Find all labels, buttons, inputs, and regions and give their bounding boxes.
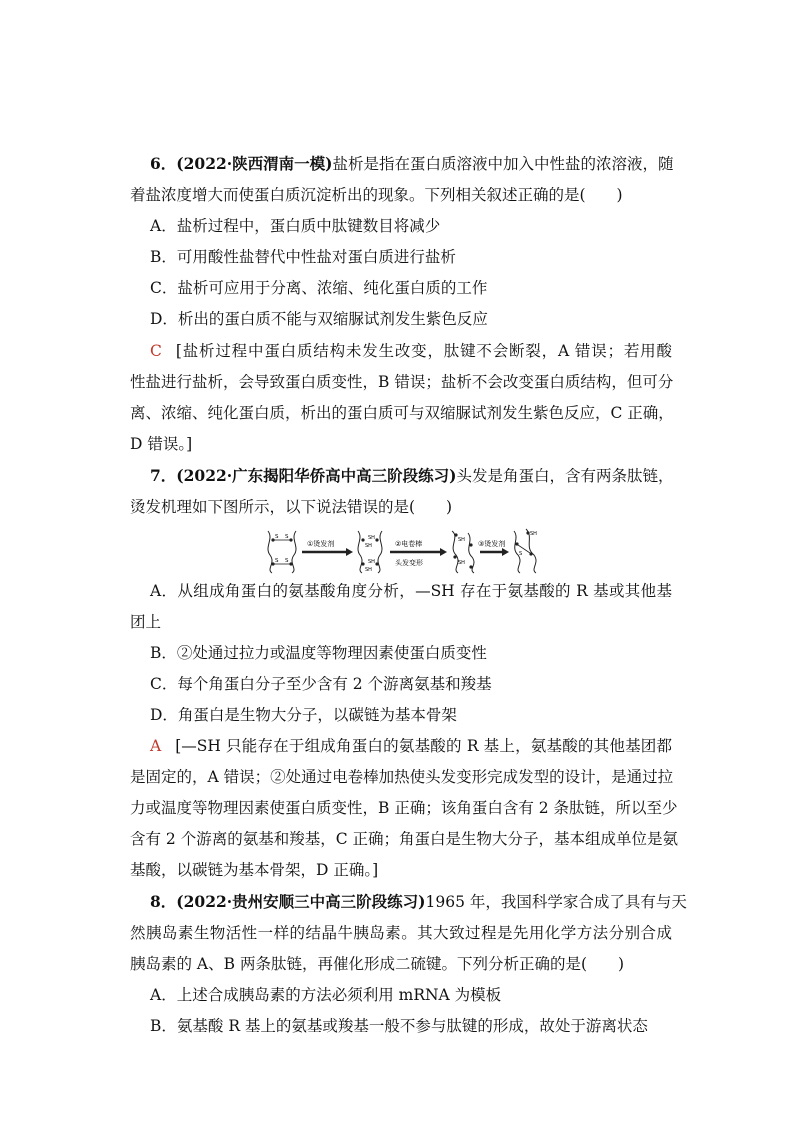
q7-explanation-line2: 是固定的，A 错误；②处通过电卷棒加热使头发变形完成发型的设计，是通过拉 <box>130 768 674 786</box>
q8-stem-line3: 胰岛素的 A、B 两条肽链，再催化形成二硫键。下列分析正确的是( ) <box>130 955 625 973</box>
q6-stem-line2: 着盐浓度增大而使蛋白质沉淀析出的现象。下列相关叙述正确的是( ) <box>130 186 623 204</box>
q8-stem-line2: 然胰岛素生物活性一样的结晶牛胰岛素。其大致过程是先用化学方法分别合成 <box>130 924 672 942</box>
q6-expl-text1: [盐析过程中蛋白质结构未发生改变，肽键不会断裂，A 错误；若用酸 <box>175 342 672 360</box>
figure-arrow2 <box>390 539 447 567</box>
perm-mechanism-figure <box>262 527 542 575</box>
figure-sh-label: SH <box>365 567 372 573</box>
q6-explanation-line4: D 错误。] <box>130 435 193 453</box>
q7-expl-text1: [—SH 只能存在于组成角蛋白的氨基酸的 R 基上，氨基酸的其他基团都 <box>175 737 672 755</box>
figure-stage1 <box>268 531 296 573</box>
q7-stem-text1: 头发是角蛋白，含有两条肽链， <box>456 467 674 485</box>
q7-number: 7． <box>150 466 177 485</box>
q7-explanation-line1 <box>150 735 672 757</box>
q8-number: 8． <box>150 892 177 911</box>
figure-arrow1 <box>302 539 353 556</box>
q6-option-b: B．可用酸性盐替代中性盐对蛋白质进行盐析 <box>150 248 456 266</box>
q7-explanation-line3: 力或温度等物理因素使蛋白质变性，B 正确；该角蛋白含有 2 条肽链，所以至少 <box>130 799 678 817</box>
q6-stem-text1: 盐析是指在蛋白质溶液中加入中性盐的浓溶液，随 <box>332 155 674 173</box>
q7-answer: A <box>150 737 162 755</box>
q7-option-c: C．每个角蛋白分子至少含有 2 个游离氨基和羧基 <box>150 675 492 693</box>
q7-option-a-line1: A．从组成角蛋白的氨基酸角度分析，—SH 存在于氨基酸的 R 基或其他基 <box>150 582 672 600</box>
q6-explanation-line1 <box>150 340 672 362</box>
q6-option-a: A．盐析过程中，蛋白质中肽键数目将减少 <box>150 217 441 235</box>
q6-stem-line1 <box>150 153 672 175</box>
figure-s-label: S <box>285 558 289 564</box>
figure-s-label: S <box>275 558 279 564</box>
q7-option-a-line2: 团上 <box>130 613 162 631</box>
q8-source: (2022·贵州安顺三中高三阶段练习) <box>176 892 426 911</box>
figure-sh-label: SH <box>458 560 465 566</box>
q6-answer: C <box>150 342 162 360</box>
figure-stage2 <box>358 531 382 573</box>
figure-arrow3 <box>478 539 509 556</box>
figure-step2-label: ②电卷棒 <box>395 540 423 548</box>
q8-option-b: B．氨基酸 R 基上的氨基或羧基一般不参与肽键的形成，故处于游离状态 <box>150 1017 648 1035</box>
figure-sh-label: SH <box>365 543 372 549</box>
figure-s-label: S <box>285 534 289 540</box>
q7-explanation-line5: 基酸，以碳链为基本骨架，D 正确。] <box>130 861 379 879</box>
q8-stem-line1 <box>150 891 687 913</box>
figure-step3-label: ③烫发剂 <box>478 540 506 548</box>
figure-step1-label: ①烫发剂 <box>307 540 335 548</box>
q6-explanation-line3: 离、浓缩、纯化蛋白质，析出的蛋白质可与双缩脲试剂发生紫色反应，C 正确， <box>130 404 674 422</box>
figure-sh-label: SH <box>368 559 375 565</box>
q7-option-b: B．②处通过拉力或温度等物理因素使蛋白质变性 <box>150 644 487 662</box>
figure-stage4 <box>514 529 537 573</box>
q7-source: (2022·广东揭阳华侨高中高三阶段练习) <box>176 466 457 485</box>
q7-explanation-line4: 含有 2 个游离的氨基和羧基，C 正确；角蛋白是生物大分子，基本组成单位是氨 <box>130 830 679 848</box>
figure-sh-label: SH <box>368 535 375 541</box>
q6-option-d: D．析出的蛋白质不能与双缩脲试剂发生紫色反应 <box>150 310 488 328</box>
q6-option-c: C．盐析可应用于分离、浓缩、纯化蛋白质的工作 <box>150 279 488 297</box>
q8-option-a: A．上述合成胰岛素的方法必须利用 mRNA 为模板 <box>150 986 502 1004</box>
figure-step2b-label: 头发变形 <box>395 559 423 567</box>
figure-s-label: S <box>519 551 523 557</box>
q6-explanation-line2: 性盐进行盐析，会导致蛋白质变性，B 错误；盐析不会改变蛋白质结构，但可分 <box>130 373 674 391</box>
figure-stage3 <box>452 531 474 573</box>
q7-option-d: D．角蛋白是生物大分子，以碳链为基本骨架 <box>150 706 457 724</box>
q6-number: 6． <box>150 154 177 173</box>
q6-source: (2022·陕西渭南一模) <box>176 154 333 173</box>
figure-s-label: S <box>275 534 279 540</box>
q7-stem-line2: 烫发机理如下图所示，以下说法错误的是( ) <box>130 498 453 516</box>
figure-sh-label: SH <box>530 531 537 537</box>
q8-stem-text1: 1965 年，我国科学家合成了具有与天 <box>425 893 687 911</box>
q7-stem-line1 <box>150 465 672 487</box>
figure-sh-label: SH <box>458 537 465 543</box>
